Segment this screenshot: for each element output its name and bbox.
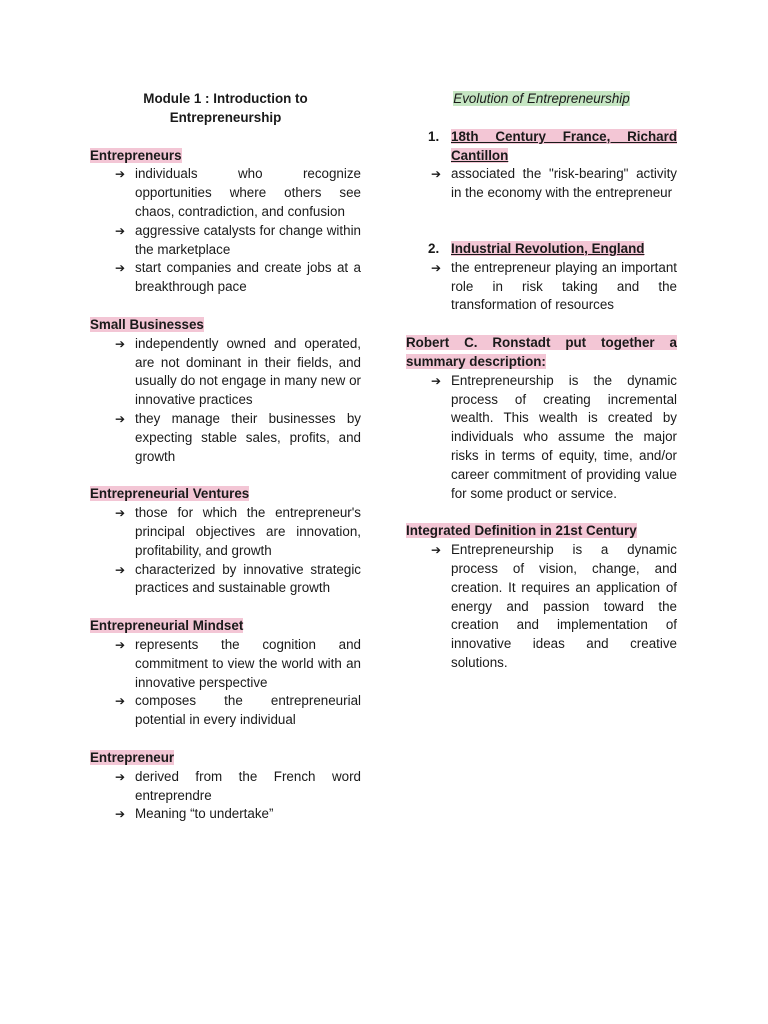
section-heading: Small Businesses [90, 316, 204, 332]
arrow-icon: ➔ [115, 769, 126, 784]
arrow-icon: ➔ [431, 260, 442, 275]
list-item: ➔ those for which the entrepreneur's principal objectives are innovation, profitability, and growth [115, 505, 361, 558]
item-number: 1. [428, 128, 440, 144]
section-heading: Integrated Definition in 21st Century [406, 523, 637, 539]
list-item: ➔ Meaning “to undertake” [90, 805, 361, 824]
left-column [90, 90, 361, 843]
section-heading: Robert C. Ronstadt put together a summary description: [406, 335, 677, 369]
list-item: ➔ individuals who recognize opportunities where others see chaos, contradiction, and confusion [115, 166, 361, 219]
numbered-heading [406, 240, 677, 259]
module-title-line1: Module 1 : Introduction to [143, 91, 308, 106]
bullet-list [90, 335, 361, 467]
section-entrepreneurial-mindset [90, 617, 361, 730]
section-entrepreneurial-ventures [90, 485, 361, 598]
arrow-icon: ➔ [115, 637, 126, 652]
arrow-icon: ➔ [115, 336, 126, 351]
item-number: 2. [428, 240, 440, 256]
list-item: ➔ composes the entrepreneurial potential in every individual [115, 693, 361, 728]
evolution-item-1 [406, 128, 677, 203]
ronstadt-section [406, 334, 677, 503]
section-heading: Entrepreneurs [90, 147, 182, 163]
bullet-list [90, 768, 361, 824]
arrow-icon: ➔ [115, 562, 126, 577]
arrow-icon: ➔ [431, 373, 442, 388]
arrow-icon: ➔ [115, 261, 126, 276]
right-column [406, 90, 677, 692]
bullet-list [406, 165, 677, 203]
section-heading: Entrepreneur [90, 749, 175, 765]
arrow-icon: ➔ [115, 411, 126, 426]
bullet-list [406, 541, 677, 673]
section-entrepreneur [90, 749, 361, 824]
section-heading: Entrepreneurial Ventures [90, 486, 250, 502]
list-item: ➔ the entrepreneur playing an important role in risk taking and the transformation of resources [431, 259, 677, 313]
arrow-icon: ➔ [115, 694, 126, 709]
bullet-list [406, 372, 677, 504]
bullet-list [406, 259, 677, 315]
numbered-heading [406, 128, 677, 166]
module-title [90, 90, 361, 128]
list-item: ➔ independently owned and operated, are not dominant in their fields, and usually do not engage in many new or innovative practices [115, 335, 361, 408]
bullet-list [90, 504, 361, 598]
list-item: ➔ start companies and create jobs at a breakthrough pace [115, 260, 361, 295]
section-entrepreneurs [90, 147, 361, 297]
item-heading: Industrial Revolution, England [451, 240, 645, 256]
arrow-icon: ➔ [115, 223, 126, 238]
evolution-title: Evolution of Entrepreneurship [453, 91, 630, 106]
list-item: ➔ characterized by innovative strategic practices and sustainable growth [115, 561, 361, 596]
section-heading: Entrepreneurial Mindset [90, 618, 244, 634]
list-item: ➔ Entrepreneurship is the dynamic process of creating incremental wealth. This wealth is created by individuals who assume the major risks in terms of equity, time, and/or career commitment of providing value for some product or service. [431, 372, 677, 501]
list-item: ➔ associated the "risk-bearing" activity in the economy with the entrepreneur [431, 166, 677, 201]
section-small-businesses [90, 316, 361, 466]
list-item: ➔ represents the cognition and commitment to view the world with an innovative perspective [115, 636, 361, 690]
arrow-icon: ➔ [115, 506, 126, 521]
bullet-list [90, 636, 361, 730]
arrow-icon: ➔ [115, 807, 126, 822]
list-item: ➔ aggressive catalysts for change within the marketplace [115, 222, 361, 257]
list-item: ➔ they manage their businesses by expecting stable sales, profits, and growth [115, 410, 361, 464]
list-item: ➔ Entrepreneurship is a dynamic process of vision, change, and creation. It requires an application of energy and passion toward the creation and implementation of innovative ideas and creative solutions. [431, 542, 677, 670]
item-heading: 18th Century France, Richard Cantillon [451, 128, 677, 163]
arrow-icon: ➔ [431, 543, 442, 558]
evolution-item-2 [406, 240, 677, 315]
bullet-list [90, 165, 361, 297]
arrow-icon: ➔ [431, 167, 442, 182]
module-title-line2: Entrepreneurship [169, 109, 282, 125]
list-item: ➔ derived from the French word entreprendre [115, 768, 361, 803]
arrow-icon: ➔ [115, 167, 126, 182]
integrated-definition-section [406, 522, 677, 672]
